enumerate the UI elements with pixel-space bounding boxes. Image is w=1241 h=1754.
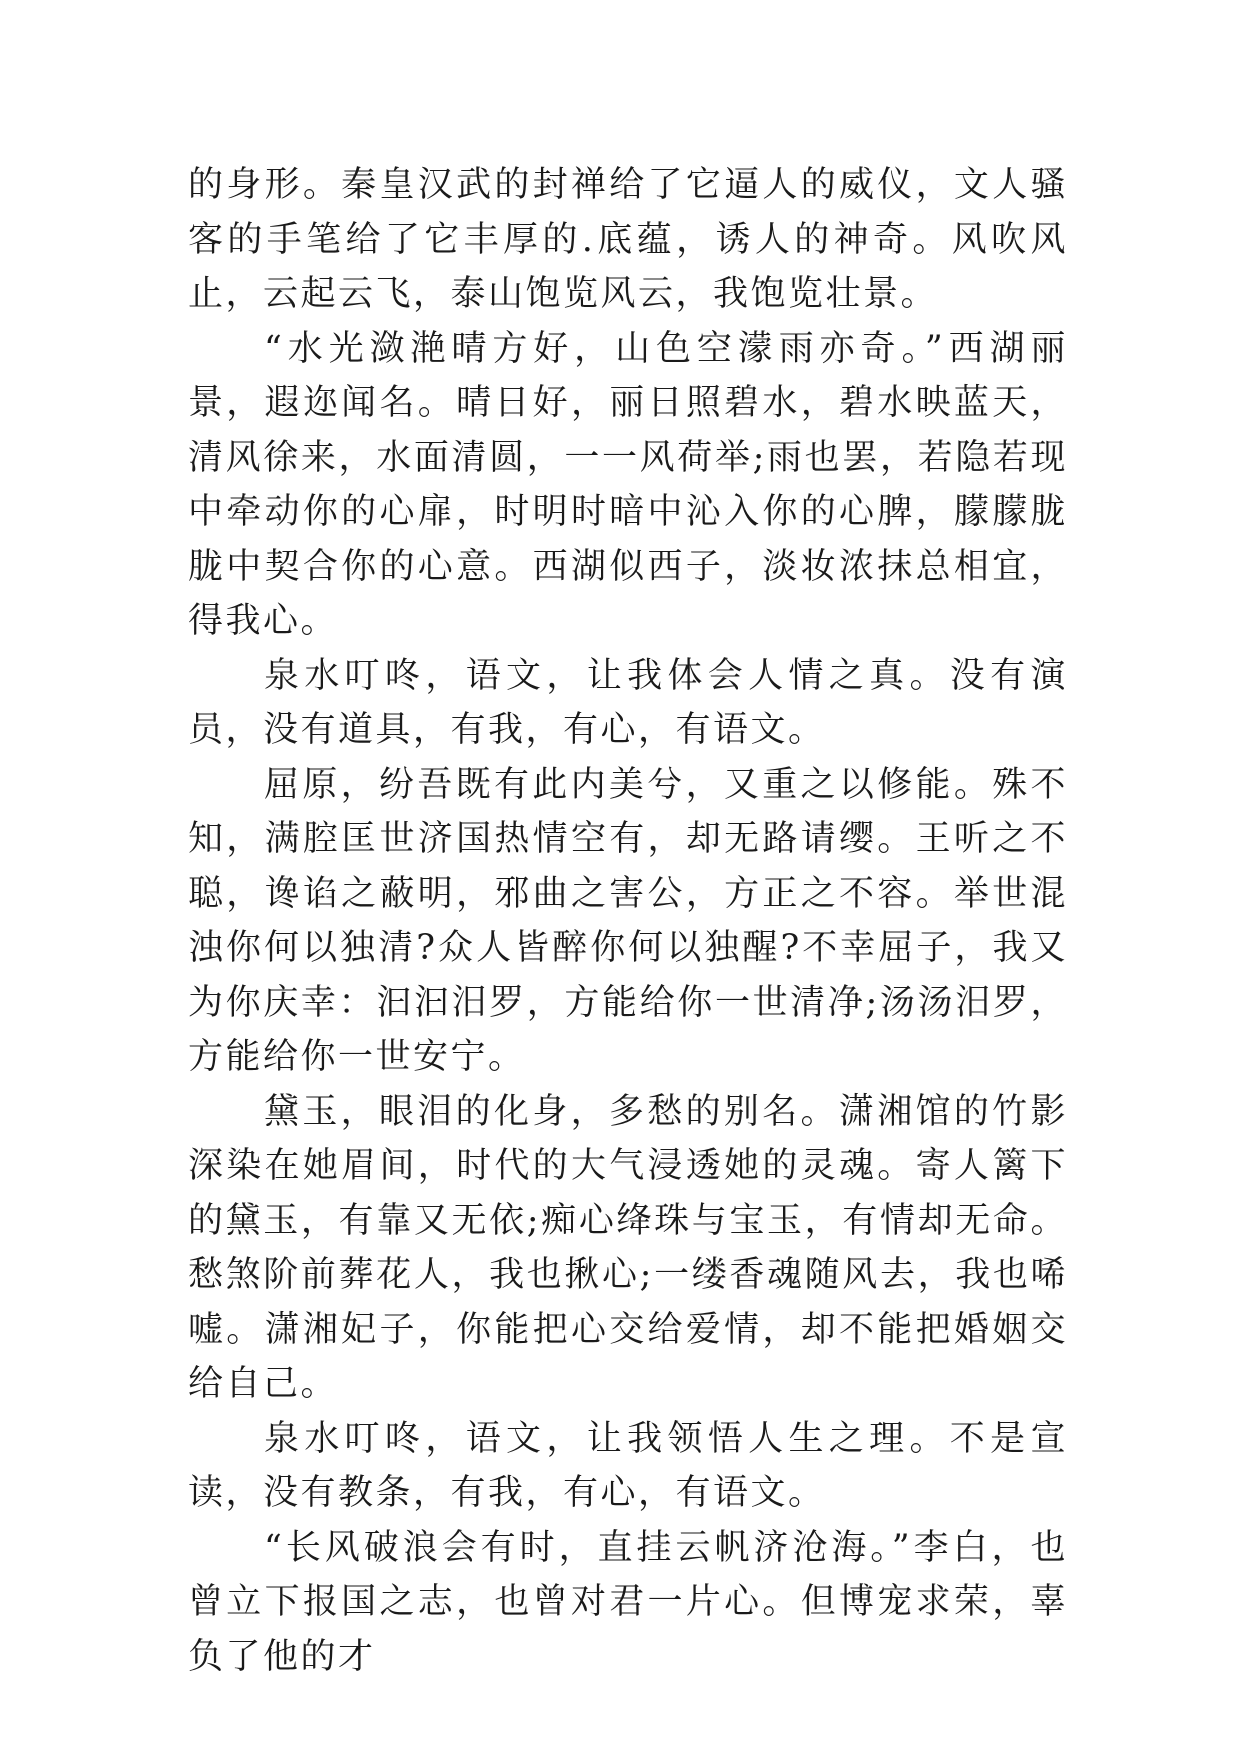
paragraph-4: 屈原，纷吾既有此内美兮，又重之以修能。殊不知，满腔匡世济国热情空有，却无路请缨。王听之不聪，谗谄之蔽明，邪曲之害公，方正之不容。举世混浊你何以独清?众人皆醉你何以独醒?不幸屈子，我又为你庆幸：汩汩汨罗，方能给你一世清净;汤汤汨罗，方能给你一世安宁。 [188, 764, 1068, 1077]
paragraph-1: 的身形。秦皇汉武的封禅给了它逼人的威仪，文人骚客的手笔给了它丰厚的.底蕴，诱人的神奇。风吹风止，云起云飞，泰山饱览风云，我饱览壮景。 [188, 165, 1068, 314]
body-text [188, 158, 1068, 1684]
paragraph-7: “长风破浪会有时，直挂云帆济沧海。”李白，也曾立下报国之志，也曾对君一片心。但博宠求荣，辜负了他的才 [188, 1527, 1068, 1677]
paragraph-6: 泉水叮咚，语文，让我领悟人生之理。不是宣读，没有教条，有我，有心，有语文。 [188, 1418, 1068, 1513]
paragraph-5: 黛玉，眼泪的化身，多愁的别名。潇湘馆的竹影深染在她眉间，时代的大气浸透她的灵魂。寄人篱下的黛玉，有靠又无依;痴心绛珠与宝玉，有情却无命。愁煞阶前葬花人，我也揪心;一缕香魂随风去，我也唏嘘。潇湘妃子，你能把心交给爱情，却不能把婚姻交给自己。 [188, 1091, 1068, 1404]
paragraph-2: “水光潋滟晴方好，山色空濛雨亦奇。”西湖丽景，遐迩闻名。晴日好，丽日照碧水，碧水映蓝天，清风徐来，水面清圆，一一风荷举;雨也罢，若隐若现中牵动你的心扉，时明时暗中沁入你的心脾，朦朦胧胧中契合你的心意。西湖似西子，淡妆浓抹总相宜，得我心。 [188, 328, 1068, 641]
paragraph-3: 泉水叮咚，语文，让我体会人情之真。没有演员，没有道具，有我，有心，有语文。 [188, 655, 1068, 750]
